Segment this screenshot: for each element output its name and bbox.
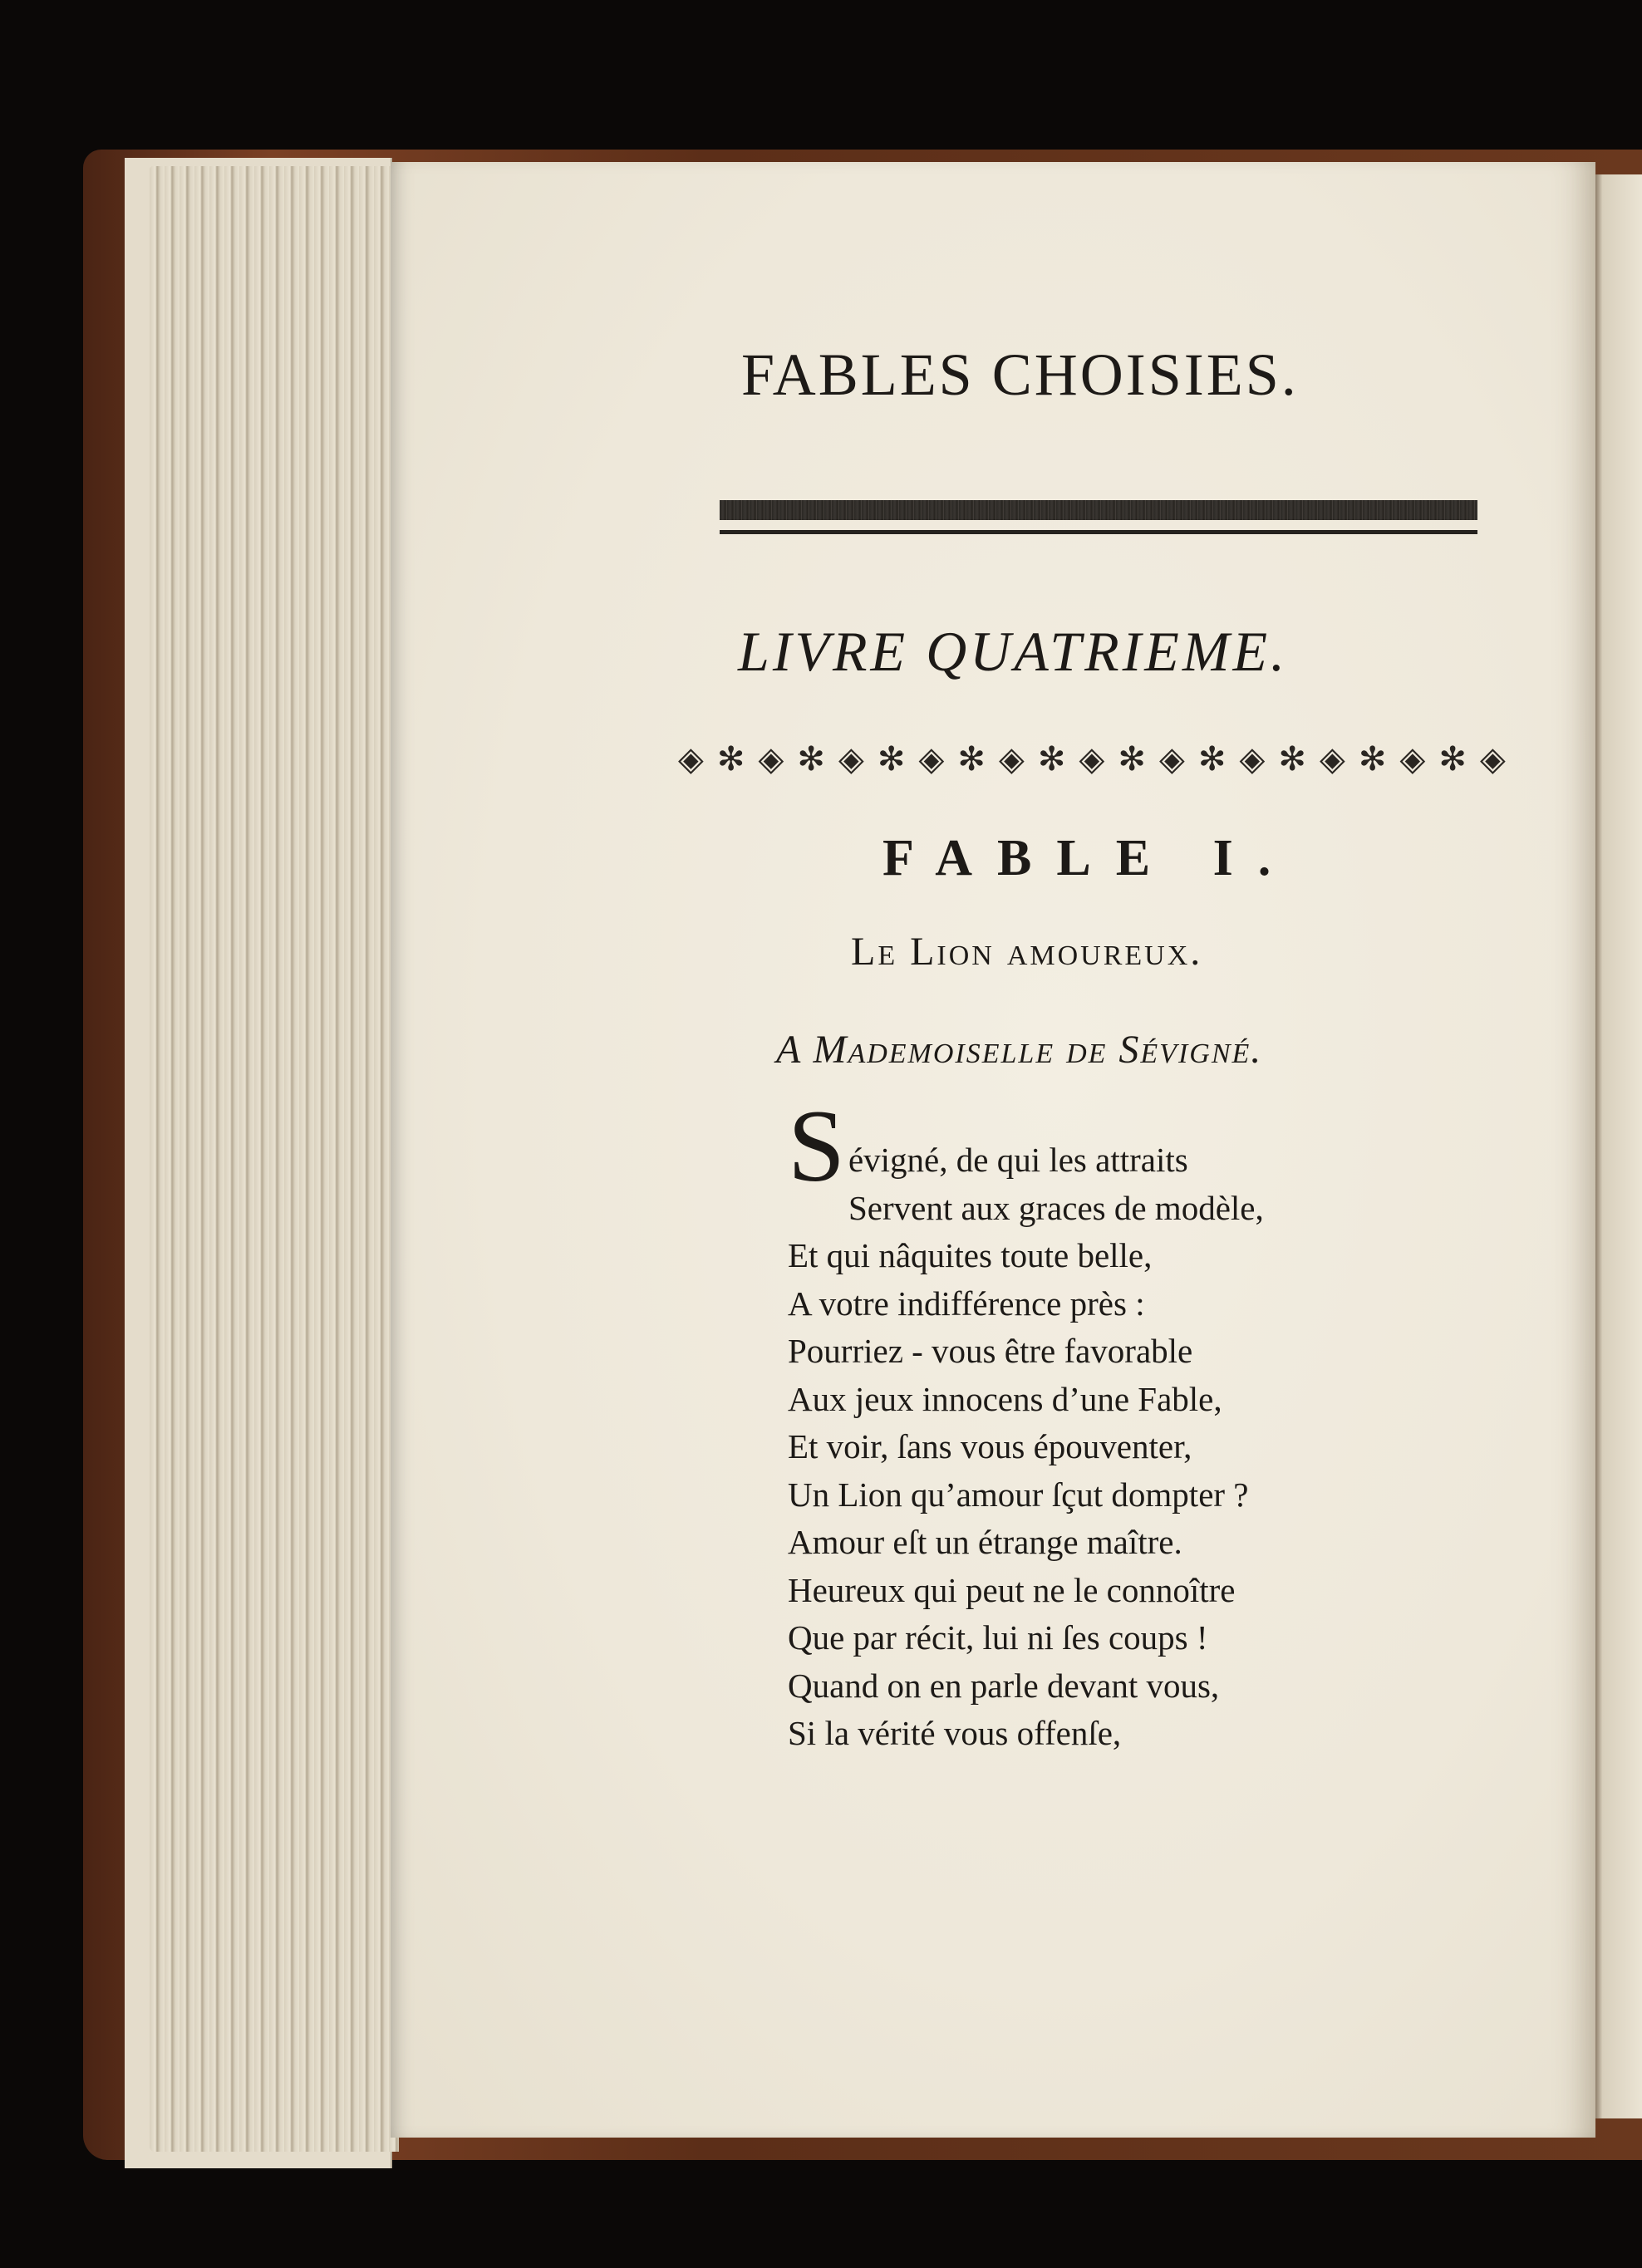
drop-cap: S bbox=[788, 1089, 845, 1203]
poem-line: Quand on en parle devant vous, bbox=[788, 1666, 1220, 1705]
ornament-glyph: ◈ bbox=[678, 739, 704, 778]
page-edges bbox=[150, 166, 399, 2152]
poem-line: Heureux qui peut ne le connoître bbox=[788, 1570, 1236, 1609]
ornament-glyph: ✻ bbox=[877, 739, 906, 778]
poem-first-line: évigné, de qui les attraits bbox=[848, 1141, 1188, 1179]
ornament-glyph: ◈ bbox=[838, 739, 864, 778]
ornament-glyph: ◈ bbox=[999, 739, 1025, 778]
thick-rule bbox=[720, 500, 1477, 520]
poem-line: Servent aux graces de modèle, bbox=[848, 1188, 1264, 1227]
ornament-glyph: ◈ bbox=[1239, 739, 1266, 778]
ornament-glyph: ✻ bbox=[1278, 739, 1306, 778]
ornament-glyph: ◈ bbox=[1079, 739, 1105, 778]
ornament-glyph: ✻ bbox=[1438, 739, 1467, 778]
ornament-glyph: ◈ bbox=[1320, 739, 1345, 778]
poem-line: Aux jeux innocens d’une Fable, bbox=[788, 1379, 1222, 1418]
facing-page-edge bbox=[1594, 174, 1642, 2118]
ornament-glyph: ◈ bbox=[918, 739, 945, 778]
ornament-glyph: ◈ bbox=[758, 739, 784, 778]
ornament-glyph: ◈ bbox=[1480, 739, 1506, 778]
poem-line: Et qui nâquites toute belle, bbox=[788, 1236, 1153, 1274]
poem-line: Et voir, ſans vous épouventer, bbox=[788, 1427, 1192, 1465]
ornament-glyph: ✻ bbox=[1037, 739, 1066, 778]
ornament-band bbox=[678, 738, 1506, 779]
ornament-glyph: ✻ bbox=[1197, 739, 1227, 778]
poem-line: Un Lion qu’amour ſçut dompter ? bbox=[788, 1475, 1249, 1514]
poem-line: A votre indifférence près : bbox=[788, 1284, 1145, 1323]
poem-line: Amour eſt un étrange maître. bbox=[788, 1523, 1182, 1561]
ornament-glyph: ✻ bbox=[716, 739, 745, 778]
ornament-glyph: ✻ bbox=[957, 739, 986, 778]
ornament-glyph: ✻ bbox=[1118, 739, 1146, 778]
ornament-glyph: ◈ bbox=[1159, 739, 1185, 778]
ornament-glyph: ✻ bbox=[1358, 739, 1387, 778]
ornament-glyph: ◈ bbox=[1399, 739, 1426, 778]
poem-line: Que par récit, lui ni ſes coups ! bbox=[788, 1618, 1208, 1657]
book-title: LIVRE QUATRIEME. bbox=[738, 620, 1289, 683]
ornament-glyph: ✻ bbox=[797, 739, 825, 778]
poem-line: Pourriez - vous être favorable bbox=[788, 1332, 1193, 1370]
fable-number: FABLE I. bbox=[882, 830, 1296, 886]
poem bbox=[788, 1089, 1419, 1758]
poem-line: Si la vérité vous offenſe, bbox=[788, 1714, 1122, 1752]
running-head: FABLES CHOISIES. bbox=[741, 341, 1299, 408]
dedication: A Mademoiselle de Sévigné. bbox=[776, 1028, 1263, 1072]
thin-rule bbox=[720, 530, 1477, 534]
fable-title: Le Lion amoureux. bbox=[851, 930, 1203, 974]
